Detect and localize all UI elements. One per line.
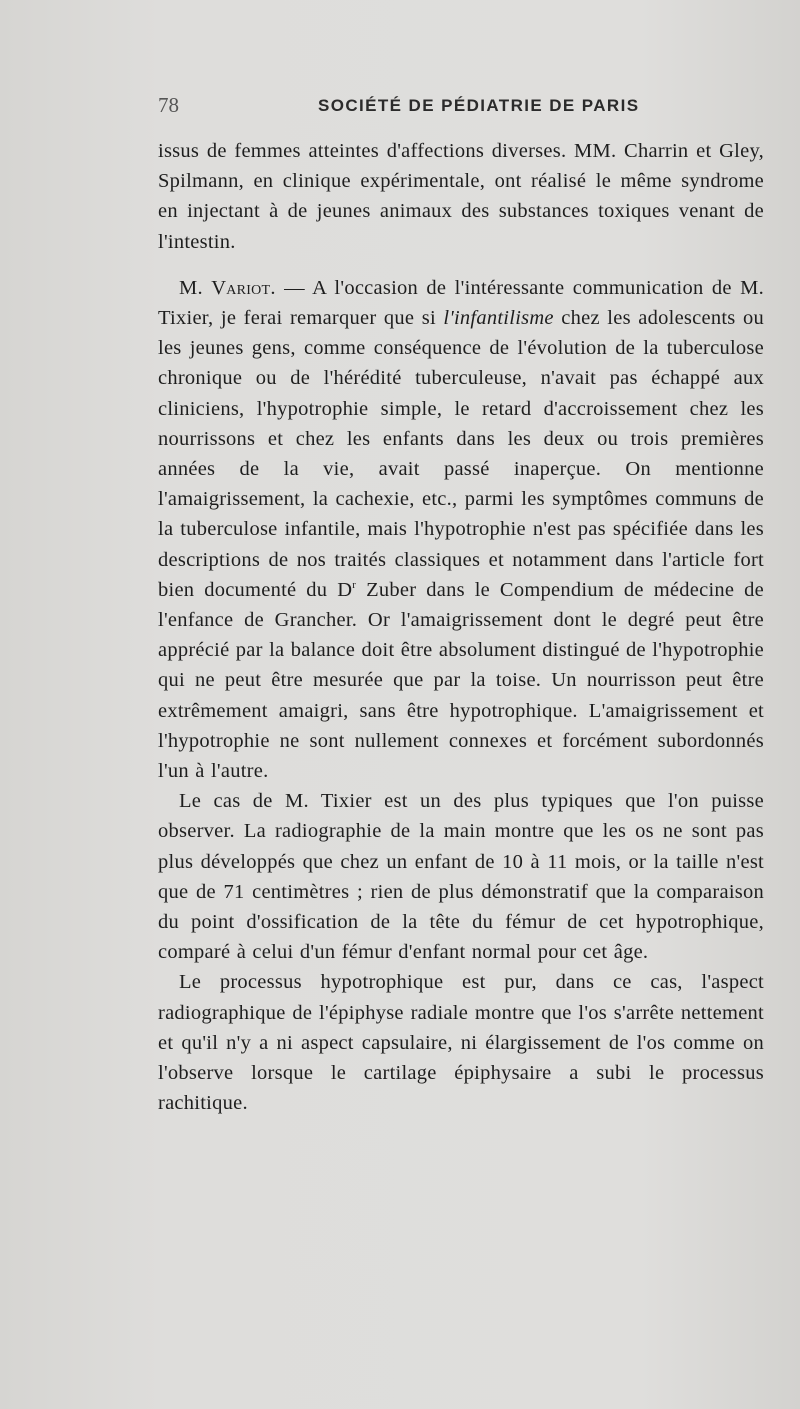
paragraph-4: Le processus hypotrophique est pur, dans ce cas, l'aspect radiographique de l'épiphyse radiale montre que l'os s'arrête nettement et qu'il n'y a ni aspect capsulaire, ni élargissement de l'os comme on l'observe lorsque le cartilage épiphysaire a subi le processus rachitique.: [158, 971, 764, 1115]
paragraph-2-text-b: chez les adolescents ou les jeunes gens, comme conséquence de l'évolution de la tuberculose chronique ou de l'hérédité tuberculeuse, n'avait pas échappé aux cliniciens, l'hypotrophie simple, le retard d'accroissement chez les nourrissons et chez les enfants dans les deux ou trois premières années de la vie, avait passé inaperçue. On mentionne l'amaigrissement, la cachexie, etc., parmi les symptômes communs de la tuberculose infantile, mais l'hypotrophie n'est pas spécifiée dans les descriptions de nos traités classiques et notamment dans l'article fort bien documenté du D: [158, 307, 765, 601]
paragraph-2-text-c: Zuber dans le Compendium de médecine de l'enfance de Grancher. Or l'amaigrissement dont le degré peut être apprécié par la balance doit être absolument distingué de l'hypotrophie qui ne peut être mesurée que par la toise. Un nourrisson peut être extrêmement amaigri, sans être hypotrophique. L'amaigrissement et l'hypotrophie ne sont nullement connexes et forcément subordonnés l'un à l'autre.: [158, 578, 764, 783]
paragraph-2-text-a: . — A l'occasion de l'intéressante communication de M. Tixier, je ferai remarquer que si: [158, 276, 764, 330]
paragraph-1: issus de femmes atteintes d'affections diverses. MM. Charrin et Gley, Spilmann, en clinique expérimentale, ont réalisé le même syndrome en injectant à de jeunes animaux des substances toxiques venant de l'intestin.: [158, 140, 764, 253]
paragraph-3: Le cas de M. Tixier est un des plus typiques que l'on puisse observer. La radiographie de la main montre que les os ne sont pas plus développés que chez un enfant de 10 à 11 mois, or la taille n'est que de 71 centimètres ; rien de plus démonstratif que la comparaison du point d'ossification de la tête du fémur de cet hypotrophique, comparé à celui d'un fémur d'enfant normal pour cet âge.: [158, 790, 764, 964]
running-head: SOCIÉTÉ DE PÉDIATRIE DE PARIS: [318, 96, 640, 115]
page-number: 78: [158, 93, 179, 117]
doctor-superscript: r: [352, 579, 357, 592]
speaker-prefix: M.: [179, 276, 212, 299]
paragraph-2: [158, 273, 764, 786]
paragraph-2-italic: l'infantilisme: [443, 307, 554, 330]
speaker-name: Variot: [211, 276, 271, 299]
page-header: [158, 93, 763, 125]
body-text: [158, 136, 764, 1119]
